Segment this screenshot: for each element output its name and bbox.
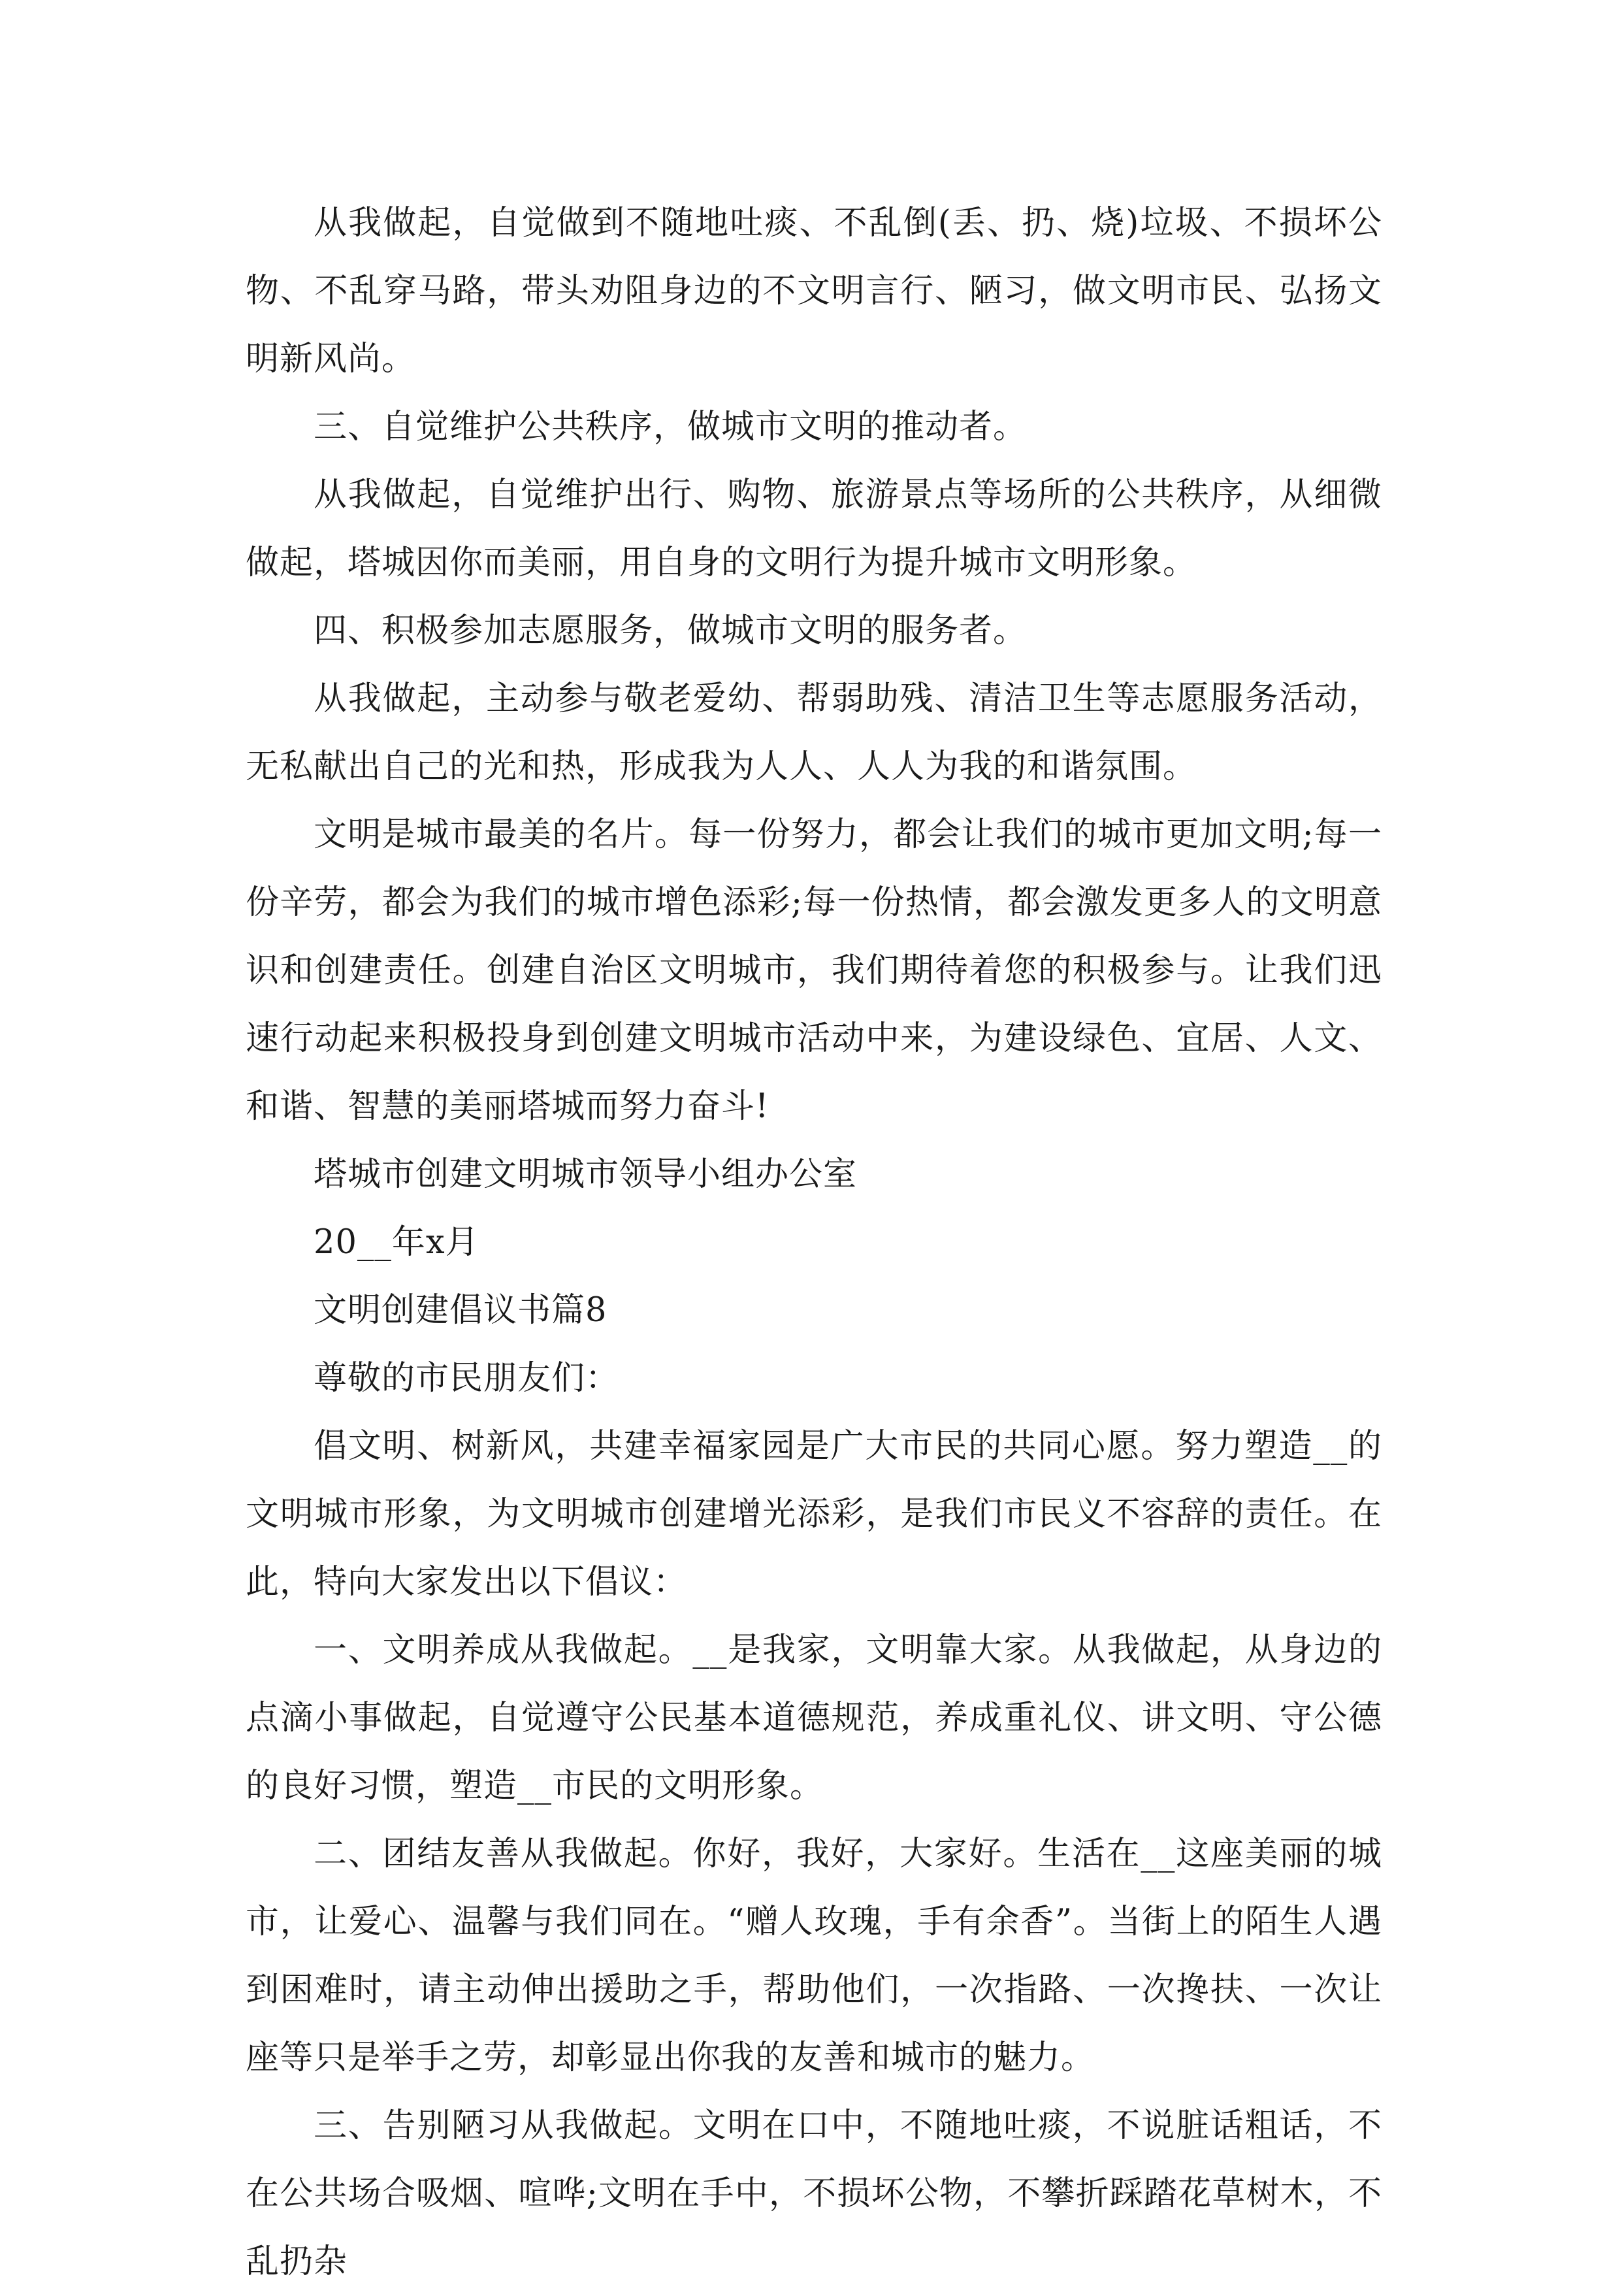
paragraph-civic-conduct: 从我做起，自觉做到不随地吐痰、不乱倒(丢、扔、烧)垃圾、不损坏公物、不乱穿马路，带头劝阻身边的不文明言行、陋习，做文明市民、弘扬文明新风尚。 xyxy=(246,204,1382,378)
paragraph-unity-kindness: 二、团结友善从我做起。你好，我好，大家好。生活在__这座美丽的城市，让爱心、温馨与我们同在。“赠人玫瑰，手有余香”。当街上的陌生人遇到困难时，请主动伸出援助之手，帮助他们，一次指路、一次搀扶、一次让座等只是举手之劳，却彰显出你我的友善和城市的魅力。 xyxy=(246,1835,1382,2077)
paragraph-city-card: 文明是城市最美的名片。每一份努力，都会让我们的城市更加文明;每一份辛劳，都会为我们的城市增色添彩;每一份热情，都会激发更多人的文明意识和创建责任。创建自治区文明城市，我们期待着您的积极参与。让我们迅速行动起来积极投身到创建文明城市活动中来，为建设绿色、宜居、人文、和谐、智慧的美丽塔城而努力奋斗! xyxy=(246,815,1382,1126)
signature-date: 20__年x月 xyxy=(314,1223,479,1262)
paragraph-public-order: 从我做起，自觉维护出行、购物、旅游景点等场所的公共秩序，从细微做起，塔城因你而美丽，用自身的文明行为提升城市文明形象。 xyxy=(246,476,1382,582)
document-body xyxy=(246,189,1382,2296)
section-title: 文明创建倡议书篇8 xyxy=(314,1291,608,1330)
salutation: 尊敬的市民朋友们： xyxy=(314,1359,620,1398)
signature-office: 塔城市创建文明城市领导小组办公室 xyxy=(314,1155,858,1194)
heading-volunteer-service: 四、积极参加志愿服务，做城市文明的服务者。 xyxy=(314,612,1028,650)
paragraph-civility-habits: 一、文明养成从我做起。__是我家，文明靠大家。从我做起，从身边的点滴小事做起，自觉遵守公民基本道德规范，养成重礼仪、讲文明、守公德的良好习惯，塑造__市民的文明形象。 xyxy=(246,1631,1382,1805)
paragraph-intro: 倡文明、树新风，共建幸福家园是广大市民的共同心愿。努力塑造__的文明城市形象，为文明城市创建增光添彩，是我们市民义不容辞的责任。在此，特向大家发出以下倡议： xyxy=(246,1427,1382,1601)
paragraph-volunteer-service: 从我做起，主动参与敬老爱幼、帮弱助残、清洁卫生等志愿服务活动，无私献出自己的光和热，形成我为人人、人人为我的和谐氛围。 xyxy=(246,680,1382,786)
paragraph-farewell-bad-habits: 三、告别陋习从我做起。文明在口中，不随地吐痰，不说脏话粗话，不在公共场合吸烟、喧哗;文明在手中，不损坏公物，不攀折踩踏花草树木，不乱扔杂 xyxy=(246,2107,1382,2281)
heading-public-order: 三、自觉维护公共秩序，做城市文明的推动者。 xyxy=(314,408,1028,446)
